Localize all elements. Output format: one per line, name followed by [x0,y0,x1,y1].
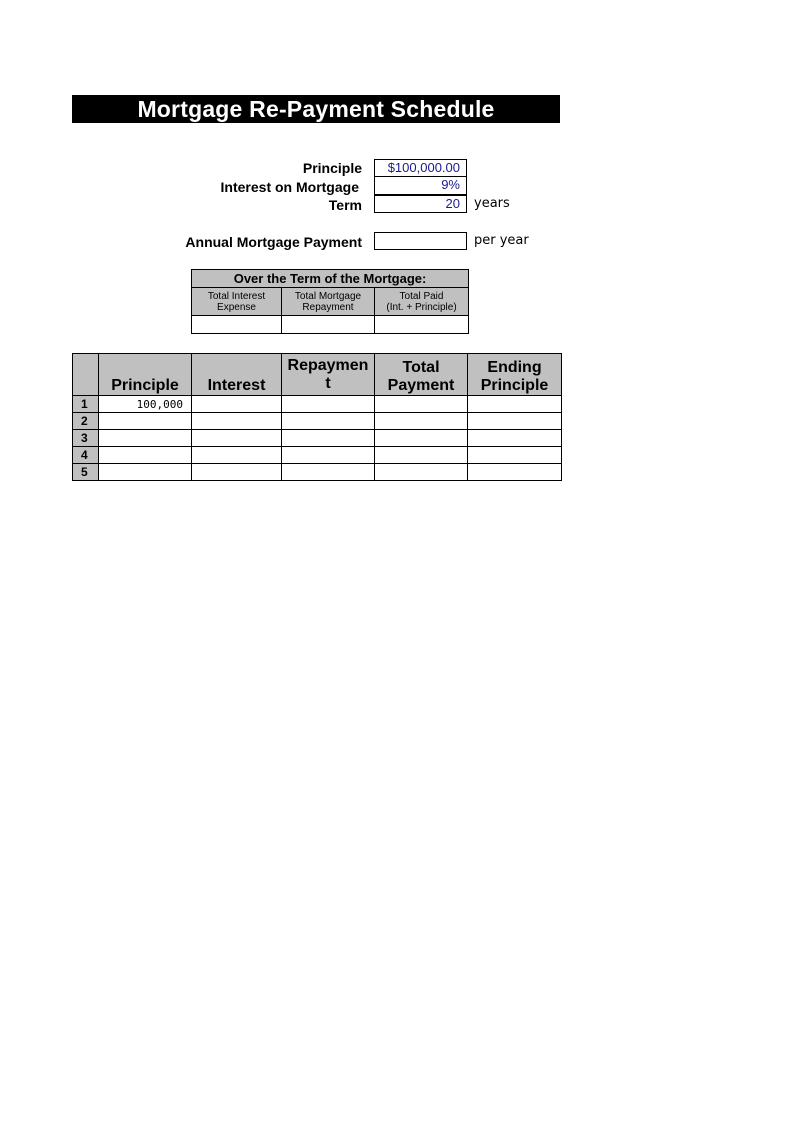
ending-principle-cell[interactable] [468,430,562,447]
row-number: 1 [73,396,99,413]
row-number: 4 [73,447,99,464]
schedule-header-repayment: Repaymen t [282,354,375,396]
page-title: Mortgage Re-Payment Schedule [72,95,560,123]
repayment-cell[interactable] [282,447,375,464]
principle-cell[interactable] [99,430,192,447]
schedule-header-ending-principle: Ending Principle [468,354,562,396]
total-payment-cell[interactable] [375,413,468,430]
ending-principle-cell[interactable] [468,464,562,481]
interest-cell[interactable] [192,447,282,464]
summary-title: Over the Term of the Mortgage: [192,270,469,288]
ending-principle-cell[interactable] [468,447,562,464]
table-row [73,413,562,430]
schedule-header-principle: Principle [99,354,192,396]
schedule-header-corner [73,354,99,396]
table-row [73,430,562,447]
row-number: 3 [73,430,99,447]
schedule-header-interest: Interest [192,354,282,396]
term-input[interactable]: 20 [374,195,467,213]
summary-header-total-paid: Total Paid (Int. + Principle) [375,288,469,316]
interest-label: Interest on Mortgage [220,179,359,195]
principle-cell[interactable] [99,447,192,464]
table-row [73,464,562,481]
term-label: Term [328,197,362,213]
repayment-cell[interactable] [282,413,375,430]
summary-total-interest-cell[interactable] [192,316,282,334]
schedule-header-total-payment: Total Payment [375,354,468,396]
ending-principle-cell[interactable] [468,396,562,413]
table-row [73,396,562,413]
row-number: 5 [73,464,99,481]
row-number: 2 [73,413,99,430]
summary-total-repayment-cell[interactable] [282,316,375,334]
interest-cell[interactable] [192,413,282,430]
annual-payment-input[interactable] [374,232,467,250]
table-row [73,447,562,464]
ending-principle-cell[interactable] [468,413,562,430]
total-payment-cell[interactable] [375,396,468,413]
total-payment-cell[interactable] [375,430,468,447]
principle-cell[interactable]: 100,000 [99,396,192,413]
principle-cell[interactable] [99,413,192,430]
term-unit: years [474,196,510,211]
summary-total-paid-cell[interactable] [375,316,469,334]
repayment-cell[interactable] [282,396,375,413]
interest-cell[interactable] [192,430,282,447]
principle-label: Principle [302,160,362,176]
annual-payment-label: Annual Mortgage Payment [185,234,362,250]
interest-cell[interactable] [192,396,282,413]
principle-cell[interactable] [99,464,192,481]
summary-header-repayment: Total Mortgage Repayment [282,288,375,316]
annual-payment-unit: per year [474,233,529,248]
principle-input[interactable]: $100,000.00 [374,159,467,177]
repayment-cell[interactable] [282,464,375,481]
interest-cell[interactable] [192,464,282,481]
total-payment-cell[interactable] [375,447,468,464]
total-payment-cell[interactable] [375,464,468,481]
term-summary-table [191,269,469,334]
summary-header-interest: Total Interest Expense [192,288,282,316]
repayment-schedule-table [72,353,562,481]
interest-input[interactable]: 9% [374,177,467,195]
repayment-cell[interactable] [282,430,375,447]
